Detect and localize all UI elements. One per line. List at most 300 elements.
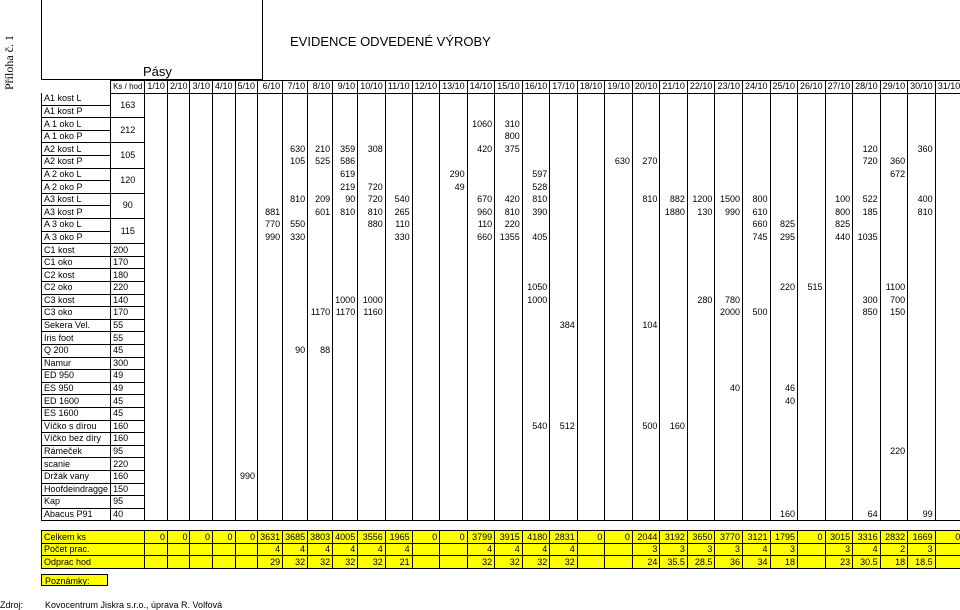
day-cell: 601 xyxy=(308,206,333,219)
day-cell xyxy=(190,93,213,105)
day-cell xyxy=(412,483,440,496)
day-cell xyxy=(798,319,826,332)
day-cell xyxy=(742,256,770,269)
day-cell xyxy=(145,508,168,521)
day-cell xyxy=(385,382,412,395)
day-cell xyxy=(880,370,908,383)
day-cell xyxy=(687,496,715,509)
day-cell xyxy=(825,420,853,433)
day-cell xyxy=(577,445,605,458)
spacer-row xyxy=(42,521,960,531)
table-row xyxy=(42,168,960,181)
day-cell xyxy=(770,319,798,332)
day-cell xyxy=(495,282,523,295)
day-cell xyxy=(798,370,826,383)
day-cell xyxy=(880,357,908,370)
day-cell xyxy=(385,470,412,483)
table-row xyxy=(42,445,960,458)
day-cell xyxy=(742,382,770,395)
day-cell xyxy=(190,357,213,370)
day-cell: 34 xyxy=(742,556,770,569)
day-cell xyxy=(213,395,236,408)
day-cell xyxy=(908,395,936,408)
day-cell xyxy=(167,168,190,181)
day-cell xyxy=(235,294,258,307)
day-cell xyxy=(632,219,660,232)
day-cell: 672 xyxy=(880,168,908,181)
day-cell xyxy=(605,395,633,408)
day-cell xyxy=(798,193,826,206)
day-cell xyxy=(825,382,853,395)
day-cell xyxy=(385,395,412,408)
table-row xyxy=(42,193,960,206)
day-cell xyxy=(145,219,168,232)
day-cell xyxy=(440,470,468,483)
production-table xyxy=(41,80,960,569)
day-cell xyxy=(190,118,213,131)
day-cell: 49 xyxy=(440,181,468,194)
day-cell xyxy=(385,370,412,383)
day-cell xyxy=(467,407,495,420)
day-cell xyxy=(522,344,550,357)
day-cell xyxy=(770,244,798,257)
day-cell xyxy=(412,244,440,257)
day-cell xyxy=(145,105,168,118)
day-cell xyxy=(522,370,550,383)
day-cell xyxy=(935,344,960,357)
day-cell xyxy=(213,370,236,383)
day-cell xyxy=(605,118,633,131)
day-cell xyxy=(283,483,308,496)
day-cell xyxy=(742,445,770,458)
ks-cell: 45 xyxy=(111,395,145,408)
day-cell xyxy=(213,130,236,143)
day-cell xyxy=(935,407,960,420)
day-cell: 880 xyxy=(358,219,386,232)
table-row xyxy=(42,143,960,156)
day-cell xyxy=(412,458,440,471)
day-cell xyxy=(853,483,881,496)
day-cell xyxy=(935,357,960,370)
day-cell xyxy=(770,470,798,483)
day-cell xyxy=(632,282,660,295)
day-header: 23/10 xyxy=(715,81,743,94)
day-cell xyxy=(908,269,936,282)
day-cell xyxy=(632,407,660,420)
day-cell: 21 xyxy=(385,556,412,569)
day-cell xyxy=(825,130,853,143)
day-cell xyxy=(145,244,168,257)
day-cell: 1355 xyxy=(495,231,523,244)
day-cell xyxy=(632,433,660,446)
day-cell xyxy=(715,319,743,332)
day-cell xyxy=(440,93,468,105)
day-cell xyxy=(770,206,798,219)
day-cell xyxy=(308,407,333,420)
day-cell xyxy=(853,269,881,282)
day-cell xyxy=(495,244,523,257)
day-cell xyxy=(440,556,468,569)
day-cell xyxy=(235,130,258,143)
day-cell xyxy=(145,458,168,471)
row-label: Rámeček xyxy=(42,445,111,458)
day-cell xyxy=(550,256,578,269)
day-header: 18/10 xyxy=(577,81,605,94)
day-cell: 630 xyxy=(605,156,633,169)
day-cell xyxy=(880,118,908,131)
day-cell xyxy=(577,269,605,282)
day-cell xyxy=(798,433,826,446)
day-cell xyxy=(235,433,258,446)
day-cell xyxy=(495,168,523,181)
day-cell xyxy=(605,344,633,357)
day-cell xyxy=(825,118,853,131)
day-cell xyxy=(632,483,660,496)
day-cell xyxy=(412,332,440,345)
day-cell xyxy=(853,105,881,118)
day-cell xyxy=(467,508,495,521)
day-header: 27/10 xyxy=(825,81,853,94)
day-cell xyxy=(632,357,660,370)
day-cell xyxy=(605,332,633,345)
day-cell: 670 xyxy=(467,193,495,206)
day-cell xyxy=(853,256,881,269)
day-cell xyxy=(258,496,283,509)
day-cell: 1000 xyxy=(333,294,358,307)
row-label: C1 oko xyxy=(42,256,111,269)
day-cell xyxy=(412,256,440,269)
ks-cell: 140 xyxy=(111,294,145,307)
day-cell xyxy=(167,445,190,458)
day-cell xyxy=(770,256,798,269)
day-cell: 0 xyxy=(412,531,440,544)
table-row xyxy=(42,294,960,307)
day-cell xyxy=(935,181,960,194)
day-cell xyxy=(798,231,826,244)
day-cell xyxy=(213,231,236,244)
day-cell xyxy=(522,130,550,143)
day-cell xyxy=(715,433,743,446)
day-cell xyxy=(213,269,236,282)
day-cell xyxy=(440,130,468,143)
day-cell xyxy=(258,370,283,383)
day-cell xyxy=(385,244,412,257)
day-cell: 3556 xyxy=(358,531,386,544)
day-cell xyxy=(190,168,213,181)
day-cell xyxy=(825,93,853,105)
day-cell: 597 xyxy=(522,168,550,181)
day-cell xyxy=(853,344,881,357)
day-cell: 4 xyxy=(550,543,578,556)
day-cell xyxy=(190,407,213,420)
day-cell: 850 xyxy=(853,307,881,320)
day-cell xyxy=(880,395,908,408)
day-cell xyxy=(853,470,881,483)
day-cell: 515 xyxy=(798,282,826,295)
table-row xyxy=(42,433,960,446)
day-cell xyxy=(467,244,495,257)
day-cell: 4 xyxy=(467,543,495,556)
day-cell xyxy=(715,407,743,420)
day-cell xyxy=(167,282,190,295)
day-header: 19/10 xyxy=(605,81,633,94)
day-cell xyxy=(522,118,550,131)
day-header: 4/10 xyxy=(213,81,236,94)
day-cell xyxy=(715,156,743,169)
day-cell xyxy=(308,332,333,345)
day-cell: 30.5 xyxy=(853,556,881,569)
day-cell xyxy=(715,508,743,521)
day-cell xyxy=(770,168,798,181)
ks-cell: 300 xyxy=(111,357,145,370)
day-cell: 881 xyxy=(258,206,283,219)
day-cell xyxy=(550,395,578,408)
day-cell xyxy=(522,395,550,408)
day-cell xyxy=(687,382,715,395)
day-cell xyxy=(167,294,190,307)
day-cell: 630 xyxy=(283,143,308,156)
table-row xyxy=(42,118,960,131)
table-row xyxy=(42,395,960,408)
day-cell xyxy=(522,105,550,118)
day-cell xyxy=(550,282,578,295)
day-cell: 3 xyxy=(908,543,936,556)
day-cell xyxy=(605,407,633,420)
day-cell xyxy=(825,269,853,282)
day-cell xyxy=(550,382,578,395)
day-cell: 375 xyxy=(495,143,523,156)
day-cell xyxy=(908,470,936,483)
day-cell xyxy=(308,470,333,483)
day-cell xyxy=(467,370,495,383)
day-cell xyxy=(235,168,258,181)
day-cell xyxy=(308,445,333,458)
day-cell xyxy=(632,244,660,257)
day-cell xyxy=(213,256,236,269)
day-cell xyxy=(235,307,258,320)
summary-label: Celkem ks xyxy=(42,531,145,544)
day-cell xyxy=(825,357,853,370)
ks-cell: 120 xyxy=(111,168,145,193)
day-cell xyxy=(908,244,936,257)
day-cell xyxy=(495,458,523,471)
table-row xyxy=(42,206,960,219)
day-cell xyxy=(853,168,881,181)
day-cell xyxy=(440,508,468,521)
day-cell xyxy=(908,407,936,420)
day-cell xyxy=(385,118,412,131)
day-cell xyxy=(308,496,333,509)
day-cell xyxy=(908,181,936,194)
day-cell xyxy=(908,445,936,458)
day-cell: 500 xyxy=(632,420,660,433)
day-cell xyxy=(412,344,440,357)
day-cell xyxy=(213,382,236,395)
day-cell xyxy=(385,93,412,105)
day-cell xyxy=(440,307,468,320)
day-cell xyxy=(258,168,283,181)
day-cell: 528 xyxy=(522,181,550,194)
ks-cell: 220 xyxy=(111,458,145,471)
day-cell xyxy=(333,244,358,257)
day-cell xyxy=(145,407,168,420)
day-cell xyxy=(770,93,798,105)
day-cell xyxy=(412,143,440,156)
day-cell: 0 xyxy=(605,531,633,544)
day-cell xyxy=(825,244,853,257)
day-cell xyxy=(308,93,333,105)
day-cell: 3 xyxy=(825,543,853,556)
day-cell xyxy=(440,219,468,232)
day-cell xyxy=(258,256,283,269)
day-cell xyxy=(687,395,715,408)
day-cell: 110 xyxy=(385,219,412,232)
day-cell: 3770 xyxy=(715,531,743,544)
day-cell xyxy=(467,256,495,269)
day-cell: 4 xyxy=(333,543,358,556)
day-cell xyxy=(385,156,412,169)
day-cell xyxy=(660,370,688,383)
day-cell xyxy=(770,156,798,169)
day-cell xyxy=(258,93,283,105)
day-cell xyxy=(715,344,743,357)
day-cell: 104 xyxy=(632,319,660,332)
day-cell xyxy=(258,420,283,433)
day-cell xyxy=(825,395,853,408)
day-cell: 0 xyxy=(190,531,213,544)
day-cell xyxy=(605,130,633,143)
day-cell: 1100 xyxy=(880,282,908,295)
day-cell: 810 xyxy=(908,206,936,219)
day-cell: 18 xyxy=(770,556,798,569)
ks-cell: 200 xyxy=(111,244,145,257)
day-cell xyxy=(167,156,190,169)
day-cell xyxy=(632,256,660,269)
row-label: Q 200 xyxy=(42,344,111,357)
row-label: A 3 oko L xyxy=(42,219,111,232)
ks-cell: 40 xyxy=(111,508,145,521)
day-header: 9/10 xyxy=(333,81,358,94)
day-cell: 660 xyxy=(467,231,495,244)
day-cell: 18 xyxy=(880,556,908,569)
day-cell xyxy=(412,508,440,521)
day-cell xyxy=(385,282,412,295)
day-cell xyxy=(235,93,258,105)
day-header: 21/10 xyxy=(660,81,688,94)
day-cell xyxy=(333,130,358,143)
day-cell xyxy=(550,143,578,156)
day-cell xyxy=(550,181,578,194)
day-cell xyxy=(798,470,826,483)
day-cell xyxy=(235,193,258,206)
day-cell xyxy=(333,382,358,395)
day-cell xyxy=(522,433,550,446)
day-cell xyxy=(742,269,770,282)
day-cell xyxy=(167,370,190,383)
day-cell xyxy=(742,483,770,496)
day-cell xyxy=(308,458,333,471)
day-cell xyxy=(145,93,168,105)
day-cell xyxy=(660,105,688,118)
day-cell xyxy=(770,407,798,420)
day-cell xyxy=(308,118,333,131)
day-cell xyxy=(605,244,633,257)
day-cell xyxy=(145,556,168,569)
day-cell xyxy=(577,256,605,269)
day-cell: 800 xyxy=(495,130,523,143)
day-cell xyxy=(825,294,853,307)
day-cell xyxy=(715,332,743,345)
day-cell xyxy=(495,93,523,105)
day-cell xyxy=(467,433,495,446)
day-cell: 660 xyxy=(742,219,770,232)
day-cell xyxy=(283,206,308,219)
day-cell xyxy=(440,344,468,357)
day-cell xyxy=(605,357,633,370)
day-cell xyxy=(385,319,412,332)
day-cell: 1050 xyxy=(522,282,550,295)
day-cell xyxy=(358,244,386,257)
day-cell xyxy=(333,319,358,332)
day-cell xyxy=(908,370,936,383)
day-cell xyxy=(213,470,236,483)
day-cell: 990 xyxy=(235,470,258,483)
day-cell xyxy=(577,458,605,471)
day-cell xyxy=(770,307,798,320)
day-cell: 360 xyxy=(908,143,936,156)
day-cell: 4 xyxy=(853,543,881,556)
day-cell xyxy=(167,118,190,131)
day-cell xyxy=(495,156,523,169)
day-cell xyxy=(145,181,168,194)
day-cell xyxy=(577,206,605,219)
day-cell xyxy=(167,181,190,194)
day-cell xyxy=(770,433,798,446)
day-cell xyxy=(283,332,308,345)
day-cell xyxy=(213,319,236,332)
day-cell: 1060 xyxy=(467,118,495,131)
day-cell xyxy=(145,433,168,446)
day-cell: 100 xyxy=(825,193,853,206)
day-cell xyxy=(213,168,236,181)
day-cell xyxy=(798,105,826,118)
day-cell: 4005 xyxy=(333,531,358,544)
ks-cell: 55 xyxy=(111,332,145,345)
day-cell: 610 xyxy=(742,206,770,219)
day-cell xyxy=(853,370,881,383)
day-cell: 4 xyxy=(495,543,523,556)
day-header: 1/10 xyxy=(145,81,168,94)
day-cell xyxy=(190,433,213,446)
day-cell xyxy=(358,269,386,282)
day-cell xyxy=(235,445,258,458)
day-cell xyxy=(412,420,440,433)
day-cell xyxy=(333,395,358,408)
day-cell xyxy=(908,420,936,433)
day-cell xyxy=(770,105,798,118)
day-cell xyxy=(935,332,960,345)
row-label: A 2 oko L xyxy=(42,168,111,181)
day-cell xyxy=(412,206,440,219)
day-cell: 990 xyxy=(258,231,283,244)
day-cell xyxy=(145,231,168,244)
day-cell xyxy=(550,458,578,471)
day-cell xyxy=(258,244,283,257)
day-cell xyxy=(605,420,633,433)
day-cell xyxy=(145,445,168,458)
day-cell xyxy=(167,483,190,496)
day-cell xyxy=(333,470,358,483)
